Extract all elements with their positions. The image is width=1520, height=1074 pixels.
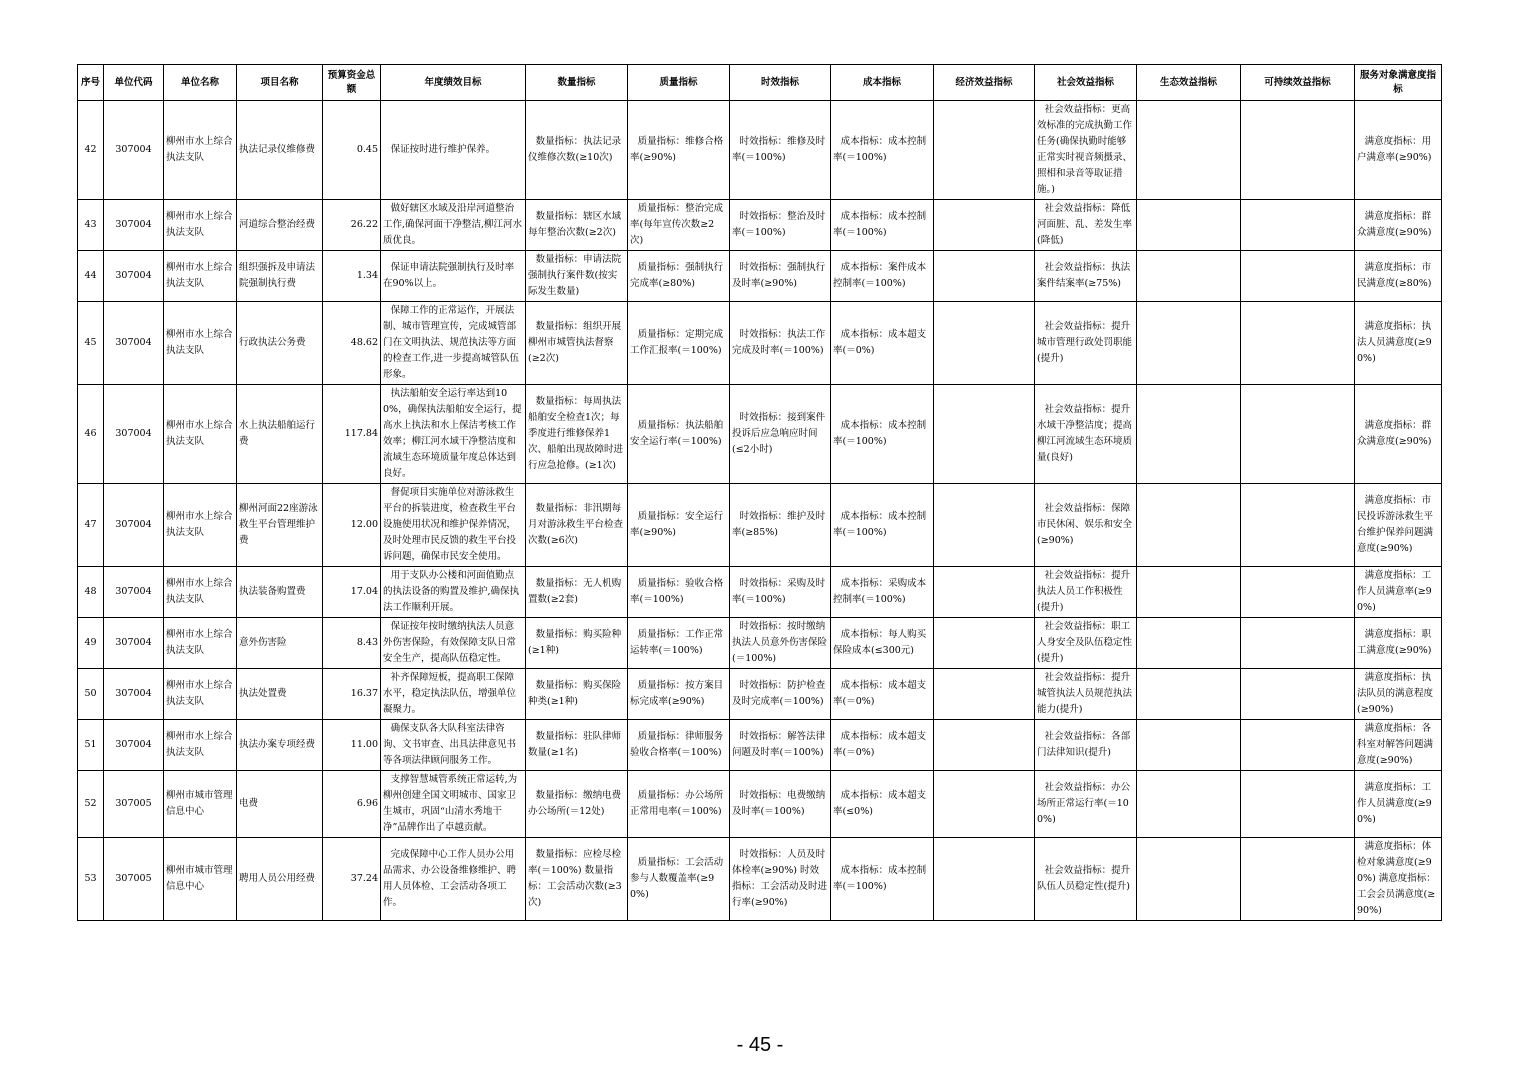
col-budget-cell: 37.24 [323,838,381,921]
col-satisfaction-cell: 满意度指标：职工满意度(≥90%) [1355,618,1442,669]
col-unit-name-cell: 柳州市城市管理信息中心 [164,838,237,921]
col-unit-code-cell: 307004 [104,618,164,669]
col-sustainable-cell [1241,838,1355,921]
col-project-name-cell: 行政执法公务费 [237,302,323,385]
col-cost-cell: 成本指标：成本控制率(＝100%) [831,838,934,921]
col-timeliness-cell: 时效指标：接到案件投诉后应急响应时间(≤2小时) [730,385,831,484]
col-economic-cell [934,838,1035,921]
col-ecological-cell [1137,101,1241,200]
col-timeliness-cell: 时效指标：采购及时率(＝100%) [730,567,831,618]
col-budget-cell: 0.45 [323,101,381,200]
col-social-cell: 社会效益指标：保障市民休闲、娱乐和安全(≥90%) [1035,484,1137,567]
col-ecological-cell [1137,720,1241,771]
col-timeliness-cell: 时效指标：整治及时率(＝100%) [730,200,831,251]
col-annual-goal-cell: 完成保障中心工作人员办公用品需求、办公设备维修维护、聘用人员体检、工会活动各项工作。 [381,838,526,921]
col-satisfaction-cell: 满意度指标：群众满意度(≥90%) [1355,200,1442,251]
col-unit-name-cell: 柳州市水上综合执法支队 [164,251,237,302]
performance-table [77,64,1442,921]
col-social-cell: 社会效益指标：提升队伍人员稳定性(提升) [1035,838,1137,921]
col-satisfaction-cell: 满意度指标：群众满意度(≥90%) [1355,385,1442,484]
col-quality-cell: 质量指标：律师服务验收合格率(＝100%) [628,720,730,771]
col-quality-cell: 质量指标：整治完成率(每年宣传次数≥2次) [628,200,730,251]
col-unit-name-cell: 柳州市水上综合执法支队 [164,385,237,484]
table-row [78,771,1442,838]
col-economic-cell [934,385,1035,484]
col-economic-cell [934,200,1035,251]
col-quality-cell: 质量指标：执法船舶安全运行率(＝100%) [628,385,730,484]
col-satisfaction-cell: 满意度指标：用户满意率(≥90%) [1355,101,1442,200]
col-quantity-cell: 数量指标：购买险种(≥1种) [526,618,628,669]
col-unit-code-cell: 307004 [104,101,164,200]
col-sustainable-cell [1241,771,1355,838]
col-ecological-cell [1137,200,1241,251]
col-unit-code-cell: 307004 [104,302,164,385]
col-unit-name-cell: 柳州市水上综合执法支队 [164,567,237,618]
col-sustainable-cell [1241,200,1355,251]
col-unit-name-cell: 柳州市水上综合执法支队 [164,101,237,200]
header-col-ecological: 生态效益指标 [1137,65,1241,101]
col-index-cell: 43 [78,200,104,251]
col-social-cell: 社会效益指标：各部门法律知识(提升) [1035,720,1137,771]
col-quantity-cell: 数量指标：购买保险种类(≥1种) [526,669,628,720]
col-index-cell: 51 [78,720,104,771]
col-unit-code-cell: 307004 [104,385,164,484]
header-col-quality: 质量指标 [628,65,730,101]
col-project-name-cell: 聘用人员公用经费 [237,838,323,921]
col-annual-goal-cell: 保证按年按时缴纳执法人员意外伤害保险，有效保障支队日常安全生产，提高队伍稳定性。 [381,618,526,669]
col-ecological-cell [1137,251,1241,302]
col-quality-cell: 质量指标：强制执行完成率(≥80%) [628,251,730,302]
col-index-cell: 49 [78,618,104,669]
col-economic-cell [934,302,1035,385]
header-row [78,65,1442,101]
col-timeliness-cell: 时效指标：电费缴纳及时率(＝100%) [730,771,831,838]
col-index-cell: 52 [78,771,104,838]
col-ecological-cell [1137,669,1241,720]
col-quantity-cell: 数量指标：无人机购置数(≥2套) [526,567,628,618]
col-economic-cell [934,251,1035,302]
col-budget-cell: 117.84 [323,385,381,484]
header-col-satisfaction: 服务对象满意度指标 [1355,65,1442,101]
col-unit-code-cell: 307005 [104,771,164,838]
col-annual-goal-cell: 保证按时进行维护保养。 [381,101,526,200]
col-project-name-cell: 执法处置费 [237,669,323,720]
table-row [78,567,1442,618]
col-index-cell: 50 [78,669,104,720]
col-economic-cell [934,618,1035,669]
col-budget-cell: 17.04 [323,567,381,618]
header-col-timeliness: 时效指标 [730,65,831,101]
col-sustainable-cell [1241,101,1355,200]
col-sustainable-cell [1241,385,1355,484]
col-quantity-cell: 数量指标：申请法院强制执行案件数(按实际发生数量) [526,251,628,302]
col-satisfaction-cell: 满意度指标：执法人员满意度(≥90%) [1355,302,1442,385]
col-budget-cell: 1.34 [323,251,381,302]
col-unit-name-cell: 柳州市水上综合执法支队 [164,200,237,251]
col-quality-cell: 质量指标：维修合格率(≥90%) [628,101,730,200]
header-col-quantity: 数量指标 [526,65,628,101]
col-sustainable-cell [1241,484,1355,567]
col-cost-cell: 成本指标：成本控制率(＝100%) [831,101,934,200]
col-sustainable-cell [1241,720,1355,771]
col-quantity-cell: 数量指标：组织开展柳州市城管执法督察(≥2次) [526,302,628,385]
col-budget-cell: 6.96 [323,771,381,838]
col-social-cell: 社会效益指标：提升执法人员工作积极性(提升) [1035,567,1137,618]
col-unit-name-cell: 柳州市水上综合执法支队 [164,302,237,385]
col-cost-cell: 成本指标：案件成本控制率(＝100%) [831,251,934,302]
col-timeliness-cell: 时效指标：维护及时率(≥85%) [730,484,831,567]
header-col-project-name: 项目名称 [237,65,323,101]
col-project-name-cell: 执法装备购置费 [237,567,323,618]
col-economic-cell [934,567,1035,618]
col-ecological-cell [1137,567,1241,618]
header-col-unit-name: 单位名称 [164,65,237,101]
col-budget-cell: 26.22 [323,200,381,251]
table-row [78,669,1442,720]
table-row [78,618,1442,669]
col-economic-cell [934,669,1035,720]
col-social-cell: 社会效益指标：降低河面脏、乱、差发生率(降低) [1035,200,1137,251]
col-index-cell: 47 [78,484,104,567]
header-col-budget: 预算资金总额 [323,65,381,101]
col-annual-goal-cell: 补齐保障短板，提高职工保障水平，稳定执法队伍，增强单位凝聚力。 [381,669,526,720]
table-row [78,720,1442,771]
col-unit-code-cell: 307004 [104,567,164,618]
col-quantity-cell: 数量指标：每周执法船舶安全检查1次；每季度进行维修保养1次、船舶出现故障时进行应急抢修。(≥1次) [526,385,628,484]
col-project-name-cell: 执法办案专项经费 [237,720,323,771]
header-col-unit-code: 单位代码 [104,65,164,101]
col-index-cell: 42 [78,101,104,200]
col-unit-code-cell: 307005 [104,838,164,921]
col-project-name-cell: 河道综合整治经费 [237,200,323,251]
col-unit-name-cell: 柳州市城市管理信息中心 [164,771,237,838]
col-index-cell: 46 [78,385,104,484]
col-social-cell: 社会效益指标：执法案件结案率(≥75%) [1035,251,1137,302]
col-social-cell: 社会效益指标：办公场所正常运行率(＝100%) [1035,771,1137,838]
col-unit-name-cell: 柳州市水上综合执法支队 [164,669,237,720]
col-social-cell: 社会效益指标：职工人身安全及队伍稳定性(提升) [1035,618,1137,669]
col-timeliness-cell: 时效指标：按时缴纳执法人员意外伤害保险(＝100%) [730,618,831,669]
col-economic-cell [934,101,1035,200]
col-ecological-cell [1137,484,1241,567]
table-row [78,251,1442,302]
col-index-cell: 45 [78,302,104,385]
col-cost-cell: 成本指标：成本超支率(≤0%) [831,771,934,838]
col-quality-cell: 质量指标：安全运行率(≥90%) [628,484,730,567]
table-row [78,484,1442,567]
col-timeliness-cell: 时效指标：强制执行及时率(≥90%) [730,251,831,302]
col-ecological-cell [1137,838,1241,921]
col-ecological-cell [1137,302,1241,385]
col-sustainable-cell [1241,618,1355,669]
col-quality-cell: 质量指标：验收合格率(＝100%) [628,567,730,618]
col-annual-goal-cell: 做好辖区水域及沿岸河道整治工作,确保河面干净整洁,柳江河水质优良。 [381,200,526,251]
col-ecological-cell [1137,771,1241,838]
col-project-name-cell: 意外伤害险 [237,618,323,669]
col-budget-cell: 48.62 [323,302,381,385]
header-col-economic: 经济效益指标 [934,65,1035,101]
col-unit-code-cell: 307004 [104,251,164,302]
col-project-name-cell: 水上执法船舶运行费 [237,385,323,484]
col-social-cell: 社会效益指标：提升城市管理行政处罚职能(提升) [1035,302,1137,385]
col-quantity-cell: 数量指标：驻队律师数量(≥1名) [526,720,628,771]
col-unit-name-cell: 柳州市水上综合执法支队 [164,618,237,669]
col-ecological-cell [1137,618,1241,669]
col-annual-goal-cell: 保障工作的正常运作，开展法制、城市管理宣传，完成城管部门在文明执法、规范执法等方面的检查工作,进一步提高城管队伍形象。 [381,302,526,385]
col-quality-cell: 质量指标：办公场所正常用电率(＝100%) [628,771,730,838]
col-economic-cell [934,771,1035,838]
col-project-name-cell: 柳州河面22座游泳救生平台管理维护费 [237,484,323,567]
header-col-social: 社会效益指标 [1035,65,1137,101]
col-quality-cell: 质量指标：定期完成工作汇报率(＝100%) [628,302,730,385]
header-col-annual-goal: 年度绩效目标 [381,65,526,101]
col-quantity-cell: 数量指标：缴纳电费办公场所(＝12处) [526,771,628,838]
col-quantity-cell: 数量指标：执法记录仪维修次数(≥10次) [526,101,628,200]
col-quality-cell: 质量指标：工会活动参与人数覆盖率(≥90%) [628,838,730,921]
col-cost-cell: 成本指标：每人购买保险成本(≤300元) [831,618,934,669]
table-row [78,385,1442,484]
col-quantity-cell: 数量指标：应检尽检率(＝100%) 数量指标：工会活动次数(≥3次) [526,838,628,921]
col-quantity-cell: 数量指标：辖区水域每年整治次数(≥2次) [526,200,628,251]
col-cost-cell: 成本指标：成本控制率(＝100%) [831,484,934,567]
col-annual-goal-cell: 用于支队办公楼和河面值勤点的执法设备的购置及维护,确保执法工作顺利开展。 [381,567,526,618]
col-cost-cell: 成本指标：成本超支率(＝0%) [831,669,934,720]
col-satisfaction-cell: 满意度指标：执法队员的满意程度(≥90%) [1355,669,1442,720]
col-social-cell: 社会效益指标：提升水域干净整洁度；提高柳江河流域生态环境质量(良好) [1035,385,1137,484]
col-annual-goal-cell: 确保支队各大队科室法律咨询、文书审查、出具法律意见书等各项法律顾问服务工作。 [381,720,526,771]
col-sustainable-cell [1241,302,1355,385]
col-unit-name-cell: 柳州市水上综合执法支队 [164,720,237,771]
header-col-index: 序号 [78,65,104,101]
col-timeliness-cell: 时效指标：人员及时体检率(≥90%) 时效指标：工会活动及时进行率(≥90%) [730,838,831,921]
col-cost-cell: 成本指标：成本控制率(＝100%) [831,385,934,484]
col-budget-cell: 8.43 [323,618,381,669]
col-annual-goal-cell: 督促项目实施单位对游泳救生平台的拆装进度，检查救生平台设施使用状况和维护保养情况，及时处理市民反馈的救生平台投诉问题，确保市民安全使用。 [381,484,526,567]
col-unit-code-cell: 307004 [104,484,164,567]
col-annual-goal-cell: 保证申请法院强制执行及时率在90%以上。 [381,251,526,302]
header-col-cost: 成本指标 [831,65,934,101]
col-project-name-cell: 电费 [237,771,323,838]
col-budget-cell: 16.37 [323,669,381,720]
col-social-cell: 社会效益指标：提升城管执法人员规范执法能力(提升) [1035,669,1137,720]
col-unit-code-cell: 307004 [104,720,164,771]
col-sustainable-cell [1241,251,1355,302]
col-cost-cell: 成本指标：成本控制率(＝100%) [831,200,934,251]
col-satisfaction-cell: 满意度指标：体检对象满意度(≥90%) 满意度指标：工会会员满意度(≥90%) [1355,838,1442,921]
col-unit-code-cell: 307004 [104,669,164,720]
col-economic-cell [934,720,1035,771]
header-col-sustainable: 可持续效益指标 [1241,65,1355,101]
col-sustainable-cell [1241,669,1355,720]
col-quality-cell: 质量指标：工作正常运转率(＝100%) [628,618,730,669]
col-timeliness-cell: 时效指标：执法工作完成及时率(＝100%) [730,302,831,385]
col-satisfaction-cell: 满意度指标：市民满意度(≥80%) [1355,251,1442,302]
col-timeliness-cell: 时效指标：维修及时率(＝100%) [730,101,831,200]
col-satisfaction-cell: 满意度指标：市民投诉游泳救生平台维护保养问题满意度(≥90%) [1355,484,1442,567]
col-unit-name-cell: 柳州市水上综合执法支队 [164,484,237,567]
col-unit-code-cell: 307004 [104,200,164,251]
col-economic-cell [934,484,1035,567]
col-satisfaction-cell: 满意度指标：工作人员满意度(≥90%) [1355,771,1442,838]
col-index-cell: 48 [78,567,104,618]
col-cost-cell: 成本指标：采购成本控制率(＝100%) [831,567,934,618]
col-ecological-cell [1137,385,1241,484]
col-quality-cell: 质量指标：按方案目标完成率(≥90%) [628,669,730,720]
col-index-cell: 53 [78,838,104,921]
col-budget-cell: 11.00 [323,720,381,771]
col-timeliness-cell: 时效指标：防护检查及时完成率(＝100%) [730,669,831,720]
page-number: - 45 - [736,1034,784,1056]
col-sustainable-cell [1241,567,1355,618]
col-index-cell: 44 [78,251,104,302]
col-social-cell: 社会效益指标：更高效标准的完成执勤工作任务(确保执勤时能够正常实时视音频摄录、照相和录音等取证措施。) [1035,101,1137,200]
table-row [78,101,1442,200]
col-timeliness-cell: 时效指标：解答法律问题及时率(＝100%) [730,720,831,771]
table-row [78,838,1442,921]
col-budget-cell: 12.00 [323,484,381,567]
col-cost-cell: 成本指标：成本超支率(＝0%) [831,302,934,385]
col-annual-goal-cell: 执法船舶安全运行率达到100%，确保执法船舶安全运行，提高水上执法和水上保洁考核工作效率；柳江河水域干净整洁度和流域生态环境质量年度总体达到良好。 [381,385,526,484]
col-project-name-cell: 执法记录仪维修费 [237,101,323,200]
table-row [78,200,1442,251]
col-satisfaction-cell: 满意度指标：工作人员满意率(≥90%) [1355,567,1442,618]
table-row [78,302,1442,385]
col-cost-cell: 成本指标：成本超支率(＝0%) [831,720,934,771]
col-annual-goal-cell: 支撑智慧城管系统正常运转,为柳州创建全国文明城市、国家卫生城市，巩固“山清水秀地干净”品牌作出了卓越贡献。 [381,771,526,838]
col-project-name-cell: 组织强拆及申请法院强制执行费 [237,251,323,302]
col-satisfaction-cell: 满意度指标：各科室对解答问题满意度(≥90%) [1355,720,1442,771]
col-quantity-cell: 数量指标：非汛期每月对游泳救生平台检查次数(≥6次) [526,484,628,567]
